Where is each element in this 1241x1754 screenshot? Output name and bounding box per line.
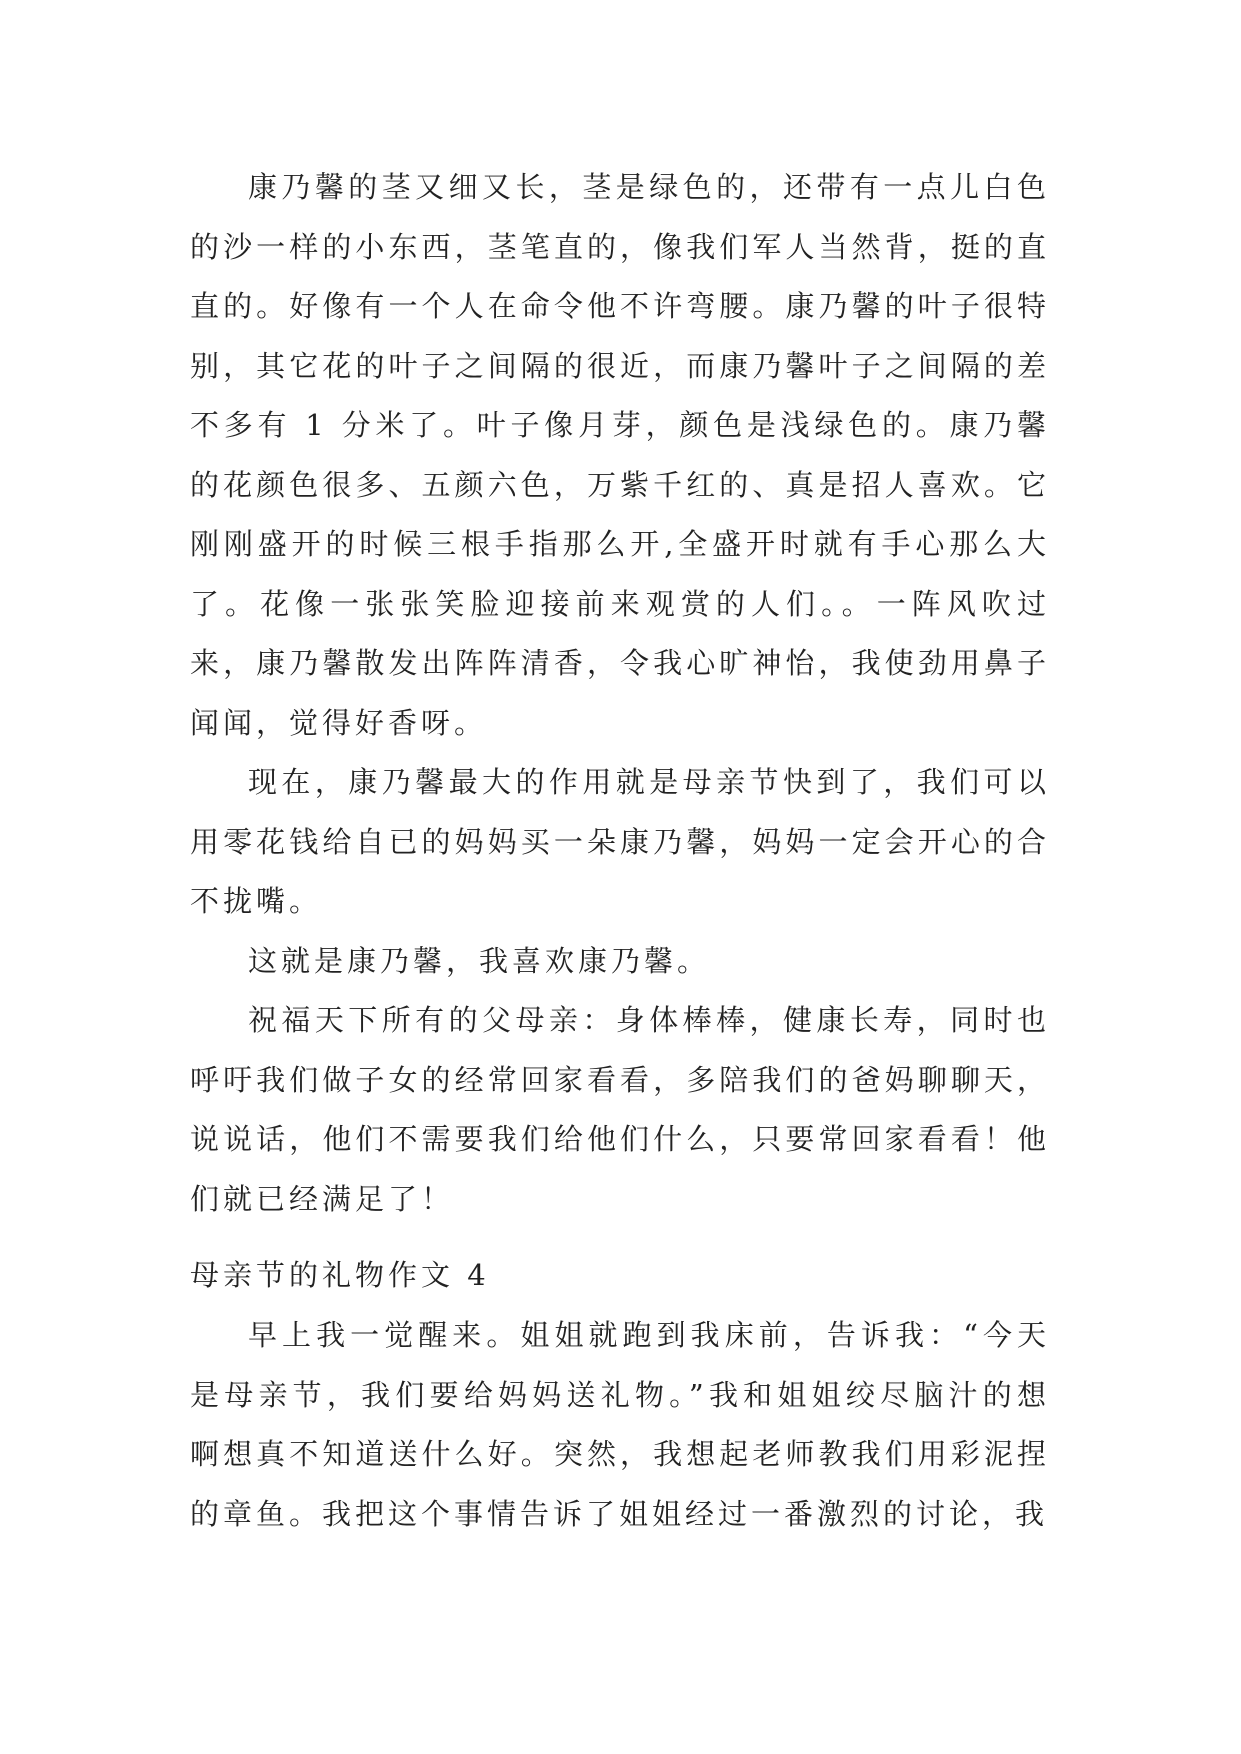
section-heading: 母亲节的礼物作文 4 [190, 1258, 490, 1292]
paragraph-mothers-day-gift: 现在，康乃馨最大的作用就是母亲节快到了，我们可以用零花钱给自已的妈妈买一朵康乃馨，妈妈一定会开心的合不拢嘴。 [190, 765, 1050, 918]
paragraph-morning-story: 早上我一觉醒来。姐姐就跑到我床前，告诉我：“今天是母亲节，我们要给妈妈送礼物。”我和姐姐绞尽脑汁的想啊想真不知道送什么好。突然，我想起老师教我们用彩泥捏的章鱼。我把这个事情告诉了姐姐经过一番激烈的讨论，我 [190, 1318, 1050, 1531]
paragraph-carnation-description: 康乃馨的茎又细又长，茎是绿色的，还带有一点儿白色的沙一样的小东西，茎笔直的，像我们军人当然背，挺的直直的。好像有一个人在命令他不许弯腰。康乃馨的叶子很特别，其它花的叶子之间隔的很近，而康乃馨叶子之间隔的差不多有 1 分米了。叶子像月芽，颜色是浅绿色的。康乃馨的花颜色很多、五颜六色，万紫千红的、真是招人喜欢。它刚刚盛开的时候三根手指那么开,全盛开时就有手心那么大了。花像一张张笑脸迎接前来观赏的人们。。一阵风吹过来，康乃馨散发出阵阵清香，令我心旷神怡，我使劲用鼻子闻闻，觉得好香呀。 [190, 170, 1050, 740]
section-body-text [190, 1306, 1050, 1544]
paragraph-blessing: 祝福天下所有的父母亲：身体棒棒，健康长寿，同时也呼吁我们做子女的经常回家看看，多陪我们的爸妈聊聊天，说说话，他们不需要我们给他们什么，只要常回家看看！他们就已经满足了！ [190, 1003, 1050, 1216]
body-text [190, 158, 1050, 1229]
section-heading-block [190, 1246, 1050, 1306]
paragraph-like-carnation: 这就是康乃馨，我喜欢康乃馨。 [248, 943, 711, 978]
